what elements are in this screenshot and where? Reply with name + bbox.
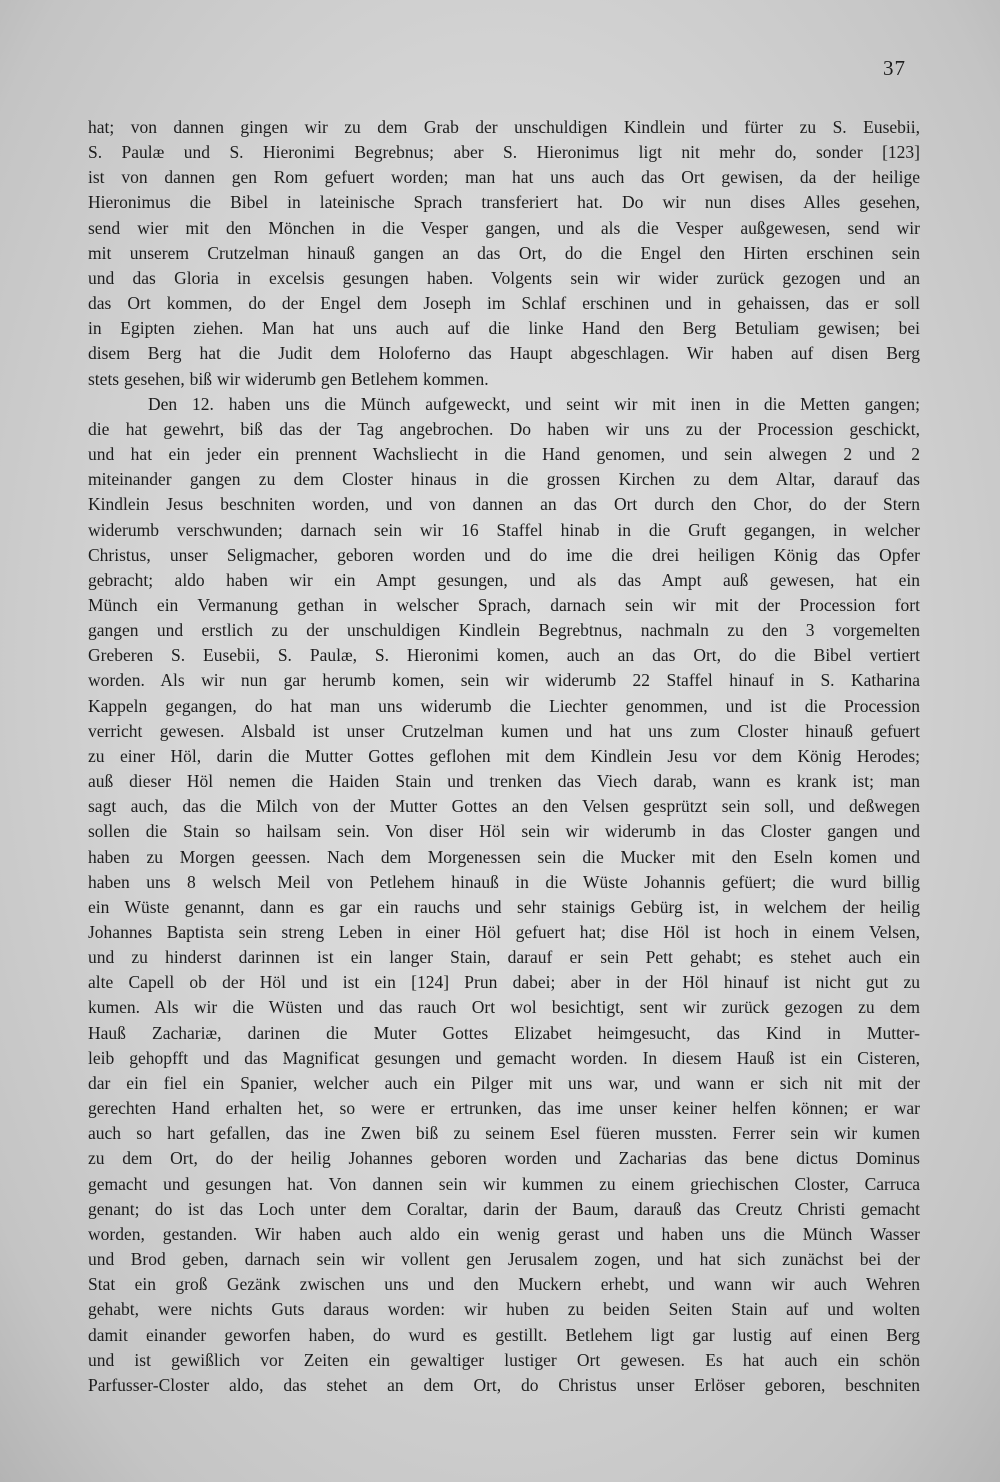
text-line: mit unserem Crutzelman hinauß gangen an das Ort, do die Engel den Hirten erschinen sein xyxy=(88,242,920,263)
text-line: damit einander geworfen haben, do wurd es gestillt. Betlehem ligt gar lustig auf einen Berg xyxy=(88,1324,920,1345)
text-line: sollen die Stain so hailsam sein. Von diser Höl sein wir widerumb in das Closter gangen und xyxy=(88,821,920,842)
text-line: verricht gewesen. Alsbald ist unser Crutzelman kumen und hat uns zum Closter hinauß gefuert xyxy=(88,720,920,741)
text-line: in Egipten ziehen. Man hat uns auch auf die linke Hand den Berg Betuliam gewisen; bei xyxy=(88,318,920,339)
text-line: Johannes Baptista sein streng Leben in einer Höl gefuert hat; dise Höl ist hoch in einem Velsen, xyxy=(88,922,920,942)
text-line: zu einer Höl, darin die Mutter Gottes geflohen mit dem Kindlein Jesu vor dem König Herodes; xyxy=(88,745,920,766)
text-line: worden. Als wir nun gar herumb komen, sein wir widerumb 22 Staffel hinauf in S. Katharina xyxy=(88,670,920,691)
text-line: Stat ein groß Gezänk zwischen uns und den Muckern erhebt, und wann wir auch Wehren xyxy=(88,1274,920,1295)
body-text xyxy=(88,115,920,1398)
text-line: gebracht; aldo haben wir ein Ampt gesungen, und als das Ampt auß gewesen, hat ein xyxy=(88,569,920,590)
text-line: sagt auch, das die Milch von der Mutter Gottes an den Velsen gesprützt sein soll, und deßwegen xyxy=(88,796,920,817)
text-line: und hat ein jeder ein prennent Wachsliecht in die Hand genomen, und sein alwegen 2 und 2 xyxy=(88,444,920,465)
text-line: und das Gloria in excelsis gesungen haben. Volgents sein wir wider zurück gezogen und an xyxy=(88,267,920,288)
text-line: Kappeln gegangen, do hat man uns widerumb die Liechter genommen, und ist die Procession xyxy=(88,695,920,716)
text-line: ist von dannen gen Rom gefuert worden; man hat uns auch das Ort gewisen, da der heilige xyxy=(88,167,920,188)
page-number: 37 xyxy=(883,56,906,80)
text-line: hat; von dannen gingen wir zu dem Grab der unschuldigen Kindlein und fürter zu S. Eusebii, xyxy=(88,117,920,137)
text-line: worden, gestanden. Wir haben auch aldo ein wenig gerast und haben uns die Münch Wasser xyxy=(88,1223,920,1244)
text-line: Greberen S. Eusebii, S. Paulæ, S. Hieronimi komen, auch an das Ort, do die Bibel vertiert xyxy=(88,645,920,666)
text-line: Parfusser-Closter aldo, das stehet an dem Ort, do Christus unser Erlöser geboren, beschniten xyxy=(88,1374,920,1395)
text-line: ein Wüste genannt, dann es gar ein rauchs und sehr stainigs Gebürg ist, in welchem der heilig xyxy=(88,896,920,917)
text-line: haben uns 8 welsch Meil von Petlehem hinauß in die Wüste Johannis gefüert; die wurd billig xyxy=(88,871,920,892)
paragraph xyxy=(88,392,920,1398)
text-line: auß dieser Höl nemen die Haiden Stain und trenken das Viech darab, wann es krank ist; man xyxy=(88,771,920,792)
paragraph xyxy=(88,115,920,392)
text-line: S. Paulæ und S. Hieronimi Begrebnus; aber S. Hieronimus ligt nit mehr do, sonder [123] xyxy=(88,142,920,163)
text-line: alte Capell ob der Höl und ist ein [124] Prun dabei; aber in der Höl hinauf ist nicht gut zu xyxy=(88,972,920,993)
text-line: haben zu Morgen geessen. Nach dem Morgenessen sein die Mucker mit den Eseln komen und xyxy=(88,846,920,867)
text-line: kumen. Als wir die Wüsten und das rauch Ort wol besichtigt, sent wir zurück gezogen zu dem xyxy=(88,997,920,1018)
text-line: und Brod geben, darnach sein wir vollent gen Jerusalem zogen, und hat sich zunächst bei der xyxy=(88,1249,920,1270)
text-line: stets gesehen, biß wir widerumb gen Betlehem kommen. xyxy=(88,368,489,389)
text-line: gemacht und gesungen hat. Von dannen sein wir kummen zu einem griechischen Closter, Carruca xyxy=(88,1173,920,1194)
text-line: genant; do ist das Loch unter dem Coraltar, darin der Baum, darauß das Creutz Christi gemacht xyxy=(88,1198,920,1219)
text-line: und zu hinderst darinnen ist ein langer Stain, darauf er sein Pett gehabt; es stehet auch ein xyxy=(88,947,920,968)
text-line: Den 12. haben uns die Münch aufgeweckt, und seint wir mit inen in die Metten gangen; xyxy=(148,393,920,414)
text-line: dar ein fiel ein Spanier, welcher auch ein Pilger mit uns war, und wann er sich nit mit der xyxy=(88,1072,920,1093)
text-line: das Ort kommen, do der Engel dem Joseph im Schlaf erschinen und in gehaissen, das er soll xyxy=(88,293,920,314)
text-line: gehabt, were nichts Guts daraus worden: wir huben zu beiden Seiten Stain auf und wolten xyxy=(88,1299,920,1320)
text-line: Münch ein Vermanung gethan in welscher Sprach, darnach sein wir mit der Procession fort xyxy=(88,594,920,615)
text-line: Kindlein Jesus beschniten worden, und von dannen an das Ort durch den Chor, do der Stern xyxy=(88,494,920,515)
text-line: send wier mit den Mönchen in die Vesper gangen, und als die Vesper außgewesen, send wir xyxy=(88,217,920,238)
text-line: zu dem Ort, do der heilig Johannes geboren worden und Zacharias das bene dictus Dominus xyxy=(88,1148,920,1169)
text-line: Christus, unser Seligmacher, geboren worden und do ime die drei heiligen König das Opfer xyxy=(88,544,920,565)
text-line: die hat gewehrt, biß das der Tag angebrochen. Do haben wir uns zu der Procession geschickt, xyxy=(88,418,920,439)
text-line: miteinander gangen zu dem Closter hinaus in die grossen Kirchen zu dem Altar, darauf das xyxy=(88,469,920,490)
text-line: disem Berg hat die Judit dem Holoferno das Haupt abgeschlagen. Wir haben auf disen Berg xyxy=(88,343,920,364)
text-line: auch so hart gefallen, das ine Zwen biß zu seinem Esel füeren mussten. Ferrer sein wir kumen xyxy=(88,1123,920,1144)
text-line: Hauß Zachariæ, darinen die Muter Gottes Elizabet heimgesucht, das Kind in Mutter- xyxy=(88,1022,920,1043)
text-line: und ist gewißlich vor Zeiten ein gewaltiger lustiger Ort gewesen. Es hat auch ein schön xyxy=(88,1349,920,1370)
text-line: leib gehopfft und das Magnificat gesungen und gemacht worden. In diesem Hauß ist ein Cisteren, xyxy=(88,1047,920,1068)
text-line: gerechten Hand erhalten het, so were er ertrunken, das ime unser keiner helfen können; er war xyxy=(88,1098,920,1119)
text-line: widerumb verschwunden; darnach sein wir 16 Staffel hinab in die Gruft gegangen, in welcher xyxy=(88,519,920,540)
text-line: Hieronimus die Bibel in lateinische Sprach transferiert hat. Do wir nun dises Alles gesehen, xyxy=(88,192,920,213)
text-line: gangen und erstlich zu der unschuldigen Kindlein Begrebtnus, nachmaln zu den 3 vorgemelten xyxy=(88,620,920,641)
